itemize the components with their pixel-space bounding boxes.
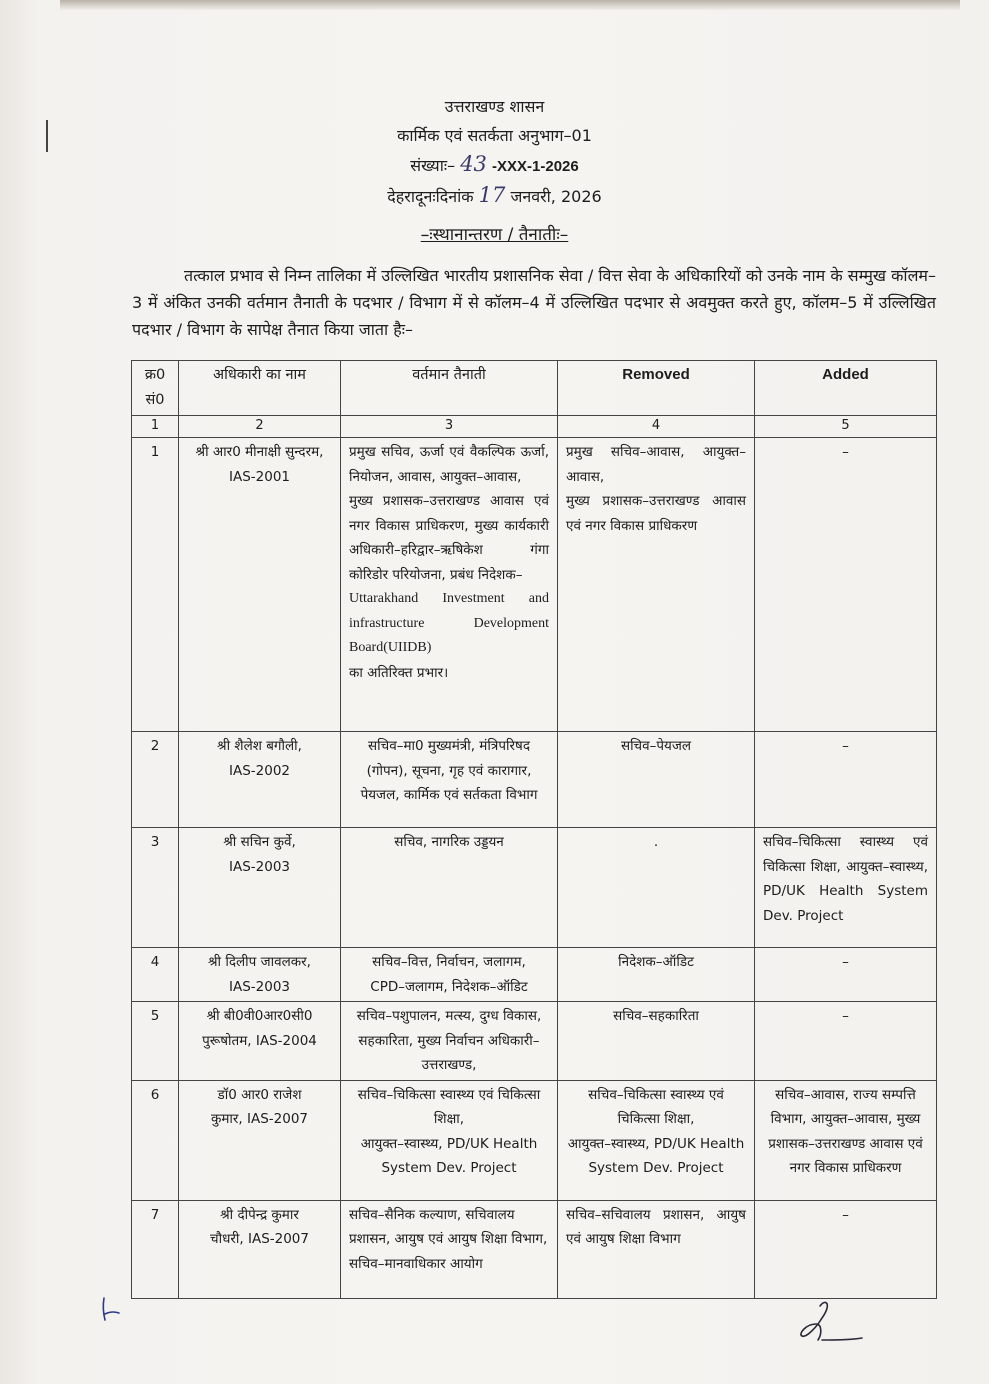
removed-posting: सचिव–पेयजल bbox=[558, 732, 755, 828]
serial-number: 4 bbox=[132, 948, 179, 1002]
officer-name: श्री आर0 मीनाक्षी सुन्दरम, IAS-2001 bbox=[179, 438, 341, 732]
current-posting: सचिव–सैनिक कल्याण, सचिवालय प्रशासन, आयुष एवं आयुष शिक्षा विभाग, सचिव–मानवाधिकार आयोग bbox=[341, 1200, 558, 1298]
column-number: 3 bbox=[341, 416, 558, 438]
header-number: संख्याः– 43 -XXX-1-2026 bbox=[410, 152, 579, 176]
transfer-table bbox=[131, 360, 937, 1299]
table-row bbox=[132, 732, 937, 828]
current-posting: सचिव–वित्त, निर्वाचन, जलागम, CPD–जलागम, निदेशक–ऑडिट bbox=[341, 948, 558, 1002]
column-number: 2 bbox=[179, 416, 341, 438]
order-heading: –ःस्थानान्तरण / तैनातीः– bbox=[420, 225, 569, 245]
column-number: 5 bbox=[755, 416, 937, 438]
removed-posting: निदेशक–ऑडिट bbox=[558, 948, 755, 1002]
header-added: Added bbox=[755, 361, 937, 416]
header-sn: क्र0 सं0 bbox=[132, 361, 179, 416]
serial-number: 7 bbox=[132, 1200, 179, 1298]
initials-signature-left bbox=[96, 1294, 126, 1324]
current-posting: सचिव–मा0 मुख्यमंत्री, मंत्रिपरिषद (गोपन), सूचना, गृह एवं कारागार, पेयजल, कार्मिक एवं सर्तकता विभाग bbox=[341, 732, 558, 828]
column-number: 1 bbox=[132, 416, 179, 438]
header-current: वर्तमान तैनाती bbox=[341, 361, 558, 416]
column-number: 4 bbox=[558, 416, 755, 438]
current-posting: सचिव–चिकित्सा स्वास्थ्य एवं चिकित्सा शिक्षा, आयुक्त–स्वास्थ्य, PD/UK Health System Dev. Project bbox=[341, 1080, 558, 1200]
serial-number: 1 bbox=[132, 438, 179, 732]
column-number-row bbox=[132, 416, 937, 438]
header-govt: उत्तराखण्ड शासन bbox=[444, 97, 545, 116]
current-posting: प्रमुख सचिव, ऊर्जा एवं वैकल्पिक ऊर्जा, नियोजन, आवास, आयुक्त–आवास, मुख्य प्रशासक–उत्तराखण्ड आवास एवं नगर विकास प्राधिकरण, मुख्य कार्यकारी अधिकारी–हरिद्वार–ऋषिकेश गंगा कोरिडोर परियोजना, प्रबंध निदेशक– Uttarakhand Investment and infrastructure Development Board(UIIDB) का अतिरिक्त प्रभार। bbox=[341, 438, 558, 732]
added-posting: – bbox=[755, 1200, 937, 1298]
added-posting: – bbox=[755, 1002, 937, 1081]
header-date: देहरादूनःदिनांक 17 जनवरी, 2026 bbox=[387, 183, 602, 207]
removed-posting: प्रमुख सचिव–आवास, आयुक्त–आवास, मुख्य प्रशासक–उत्तराखण्ड आवास एवं नगर विकास प्राधिकरण bbox=[558, 438, 755, 732]
order-paragraph: तत्काल प्रभाव से निम्न तालिका में उल्लिखित भारतीय प्रशासनिक सेवा / वित्त सेवा के अधिकारियों को उनके नाम के सम्मुख कॉलम–3 में अंकित उनकी वर्तमान तैनाती के पदभार / विभाग में से कॉलम–4 में उल्लिखित पदभार से अवमुक्त करते हुए, कॉलम–5 में उल्लिखित पदभार / विभाग के सापेक्ष तैनात किया जाता हैः– bbox=[132, 266, 936, 339]
table-row bbox=[132, 828, 937, 948]
letter-header bbox=[0, 92, 989, 211]
officer-name: श्री सचिन कुर्वे, IAS-2003 bbox=[179, 828, 341, 948]
header-name: अधिकारी का नाम bbox=[179, 361, 341, 416]
officer-name: श्री शैलेश बगौली, IAS-2002 bbox=[179, 732, 341, 828]
serial-number: 2 bbox=[132, 732, 179, 828]
table-row bbox=[132, 1002, 937, 1081]
table-row bbox=[132, 948, 937, 1002]
scan-shadow bbox=[60, 0, 960, 10]
table-row bbox=[132, 438, 937, 732]
officer-name: श्री बी0वी0आर0सी0 पुरूषोतम, IAS-2004 bbox=[179, 1002, 341, 1081]
removed-posting: सचिव–सचिवालय प्रशासन, आयुष एवं आयुष शिक्षा विभाग bbox=[558, 1200, 755, 1298]
added-posting: सचिव–चिकित्सा स्वास्थ्य एवं चिकित्सा शिक्षा, आयुक्त–स्वास्थ्य, PD/UK Health System Dev. Project bbox=[755, 828, 937, 948]
serial-number: 5 bbox=[132, 1002, 179, 1081]
added-posting: – bbox=[755, 438, 937, 732]
serial-number: 6 bbox=[132, 1080, 179, 1200]
removed-posting: . bbox=[558, 828, 755, 948]
officer-name: डॉ0 आर0 राजेश कुमार, IAS-2007 bbox=[179, 1080, 341, 1200]
table-row bbox=[132, 1080, 937, 1200]
removed-posting: सचिव–सहकारिता bbox=[558, 1002, 755, 1081]
handwritten-date: 17 bbox=[478, 183, 506, 207]
current-posting: सचिव–पशुपालन, मत्स्य, दुग्ध विकास, सहकारिता, मुख्य निर्वाचन अधिकारी– उत्तराखण्ड, bbox=[341, 1002, 558, 1081]
serial-number: 3 bbox=[132, 828, 179, 948]
added-posting: – bbox=[755, 732, 937, 828]
header-department: कार्मिक एवं सतर्कता अनुभाग–01 bbox=[397, 126, 592, 145]
table-header-row bbox=[132, 361, 937, 416]
officer-name: श्री दीपेन्द्र कुमार चौधरी, IAS-2007 bbox=[179, 1200, 341, 1298]
added-posting: सचिव–आवास, राज्य सम्पत्ति विभाग, आयुक्त–आवास, मुख्य प्रशासक–उत्तराखण्ड आवास एवं नगर विकास प्राधिकरण bbox=[755, 1080, 937, 1200]
header-removed: Removed bbox=[558, 361, 755, 416]
current-posting: सचिव, नागरिक उड्डयन bbox=[341, 828, 558, 948]
removed-posting: सचिव–चिकित्सा स्वास्थ्य एवं चिकित्सा शिक्षा, आयुक्त–स्वास्थ्य, PD/UK Health System Dev. Project bbox=[558, 1080, 755, 1200]
handwritten-number: 43 bbox=[460, 152, 487, 176]
officer-name: श्री दिलीप जावलकर, IAS-2003 bbox=[179, 948, 341, 1002]
table-row bbox=[132, 1200, 937, 1298]
signature-right bbox=[792, 1294, 864, 1350]
added-posting: – bbox=[755, 948, 937, 1002]
